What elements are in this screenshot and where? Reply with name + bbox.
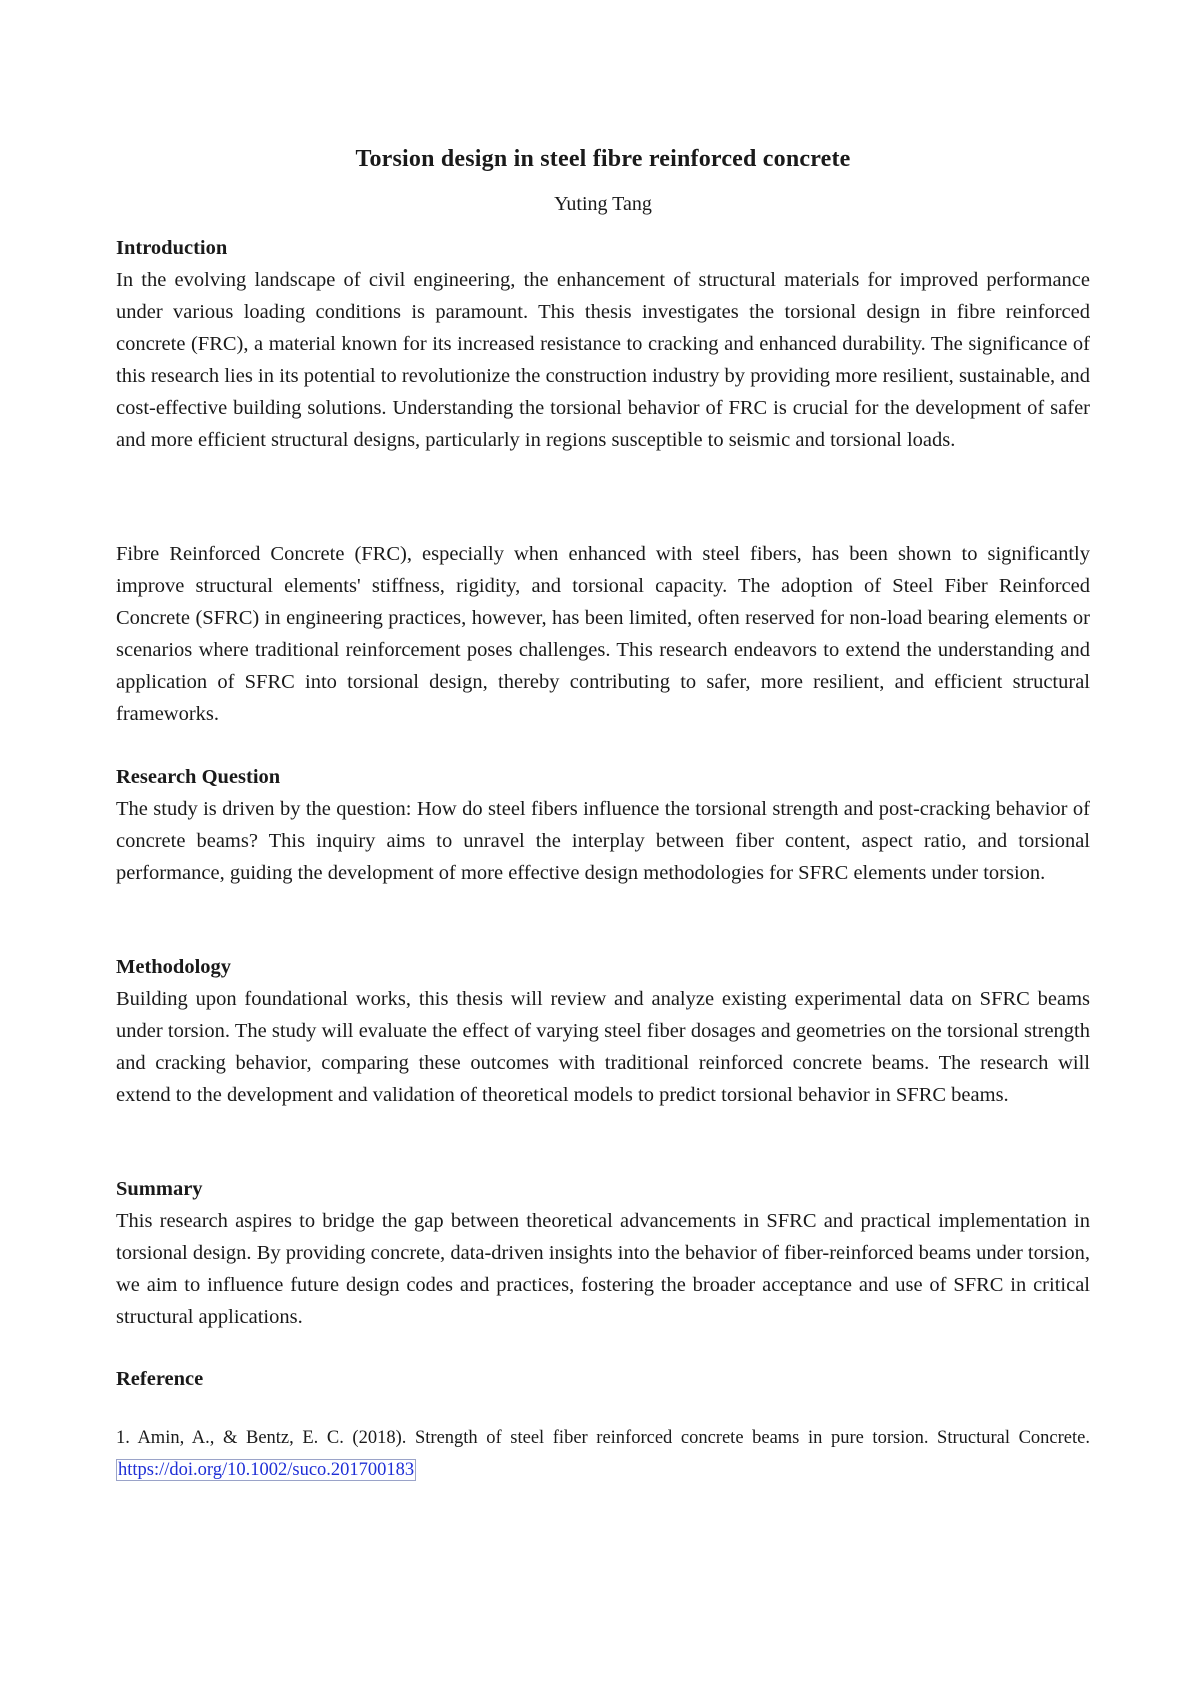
methodology-heading: Methodology	[116, 956, 232, 978]
introduction-paragraph-1: In the evolving landscape of civil engineering, the enhancement of structural materials for improved performance under various loading conditions is paramount. This thesis investigates the torsional design in fibre reinforced concrete (FRC), a material known for its increased resistance to cracking and enhanced durability. The significance of this research lies in its potential to revolutionize the construction industry by providing more resilient, sustainable, and cost-effective building solutions. Understanding the torsional behavior of FRC is crucial for the development of safer and more efficient structural designs, particularly in regions susceptible to seismic and torsional loads.	[116, 269, 1090, 451]
reference-list	[116, 1422, 1090, 1486]
reference-section	[116, 1363, 1090, 1395]
reference-text: 1. Amin, A., & Bentz, E. C. (2018). Strength of steel fiber reinforced concrete beams in pure torsion. Structural Concrete.	[116, 1428, 1090, 1448]
summary-heading: Summary	[116, 1178, 203, 1200]
summary-paragraph: This research aspires to bridge the gap between theoretical advancements in SFRC and practical implementation in torsional design. By providing concrete, data-driven insights into the behavior of fiber-reinforced beams under torsion, we aim to influence future design codes and practices, fostering the broader acceptance and use of SFRC in critical structural applications.	[116, 1210, 1090, 1328]
research-question-section	[116, 761, 1090, 889]
document-title: Torsion design in steel fibre reinforced concrete	[355, 146, 851, 172]
introduction-section	[116, 232, 1090, 456]
research-question-paragraph: The study is driven by the question: How do steel fibers influence the torsional strength and post-cracking behavior of concrete beams? This inquiry aims to unravel the interplay between fiber content, aspect ratio, and torsional performance, guiding the development of more effective design methodologies for SFRC elements under torsion.	[116, 798, 1090, 884]
introduction-continued	[116, 538, 1090, 730]
methodology-paragraph: Building upon foundational works, this thesis will review and analyze existing experimental data on SFRC beams under torsion. The study will evaluate the effect of varying steel fiber dosages and geometries on the torsional strength and cracking behavior, comparing these outcomes with traditional reinforced concrete beams. The research will extend to the development and validation of theoretical models to predict torsional behavior in SFRC beams.	[116, 988, 1090, 1106]
research-question-heading: Research Question	[116, 766, 281, 788]
author-name: Yuting Tang	[554, 193, 652, 215]
introduction-heading: Introduction	[116, 237, 228, 259]
introduction-paragraph-2: Fibre Reinforced Concrete (FRC), especially when enhanced with steel fibers, has been shown to significantly improve structural elements' stiffness, rigidity, and torsional capacity. The adoption of Steel Fiber Reinforced Concrete (SFRC) in engineering practices, however, has been limited, often reserved for non-load bearing elements or scenarios where traditional reinforcement poses challenges. This research endeavors to extend the understanding and application of SFRC into torsional design, thereby contributing to safer, more resilient, and efficient structural frameworks.	[116, 543, 1090, 725]
reference-item	[116, 1422, 1090, 1486]
summary-section	[116, 1173, 1090, 1333]
reference-heading: Reference	[116, 1368, 204, 1390]
doi-link[interactable]: https://doi.org/10.1002/suco.201700183	[118, 1460, 415, 1480]
methodology-section	[116, 951, 1090, 1111]
